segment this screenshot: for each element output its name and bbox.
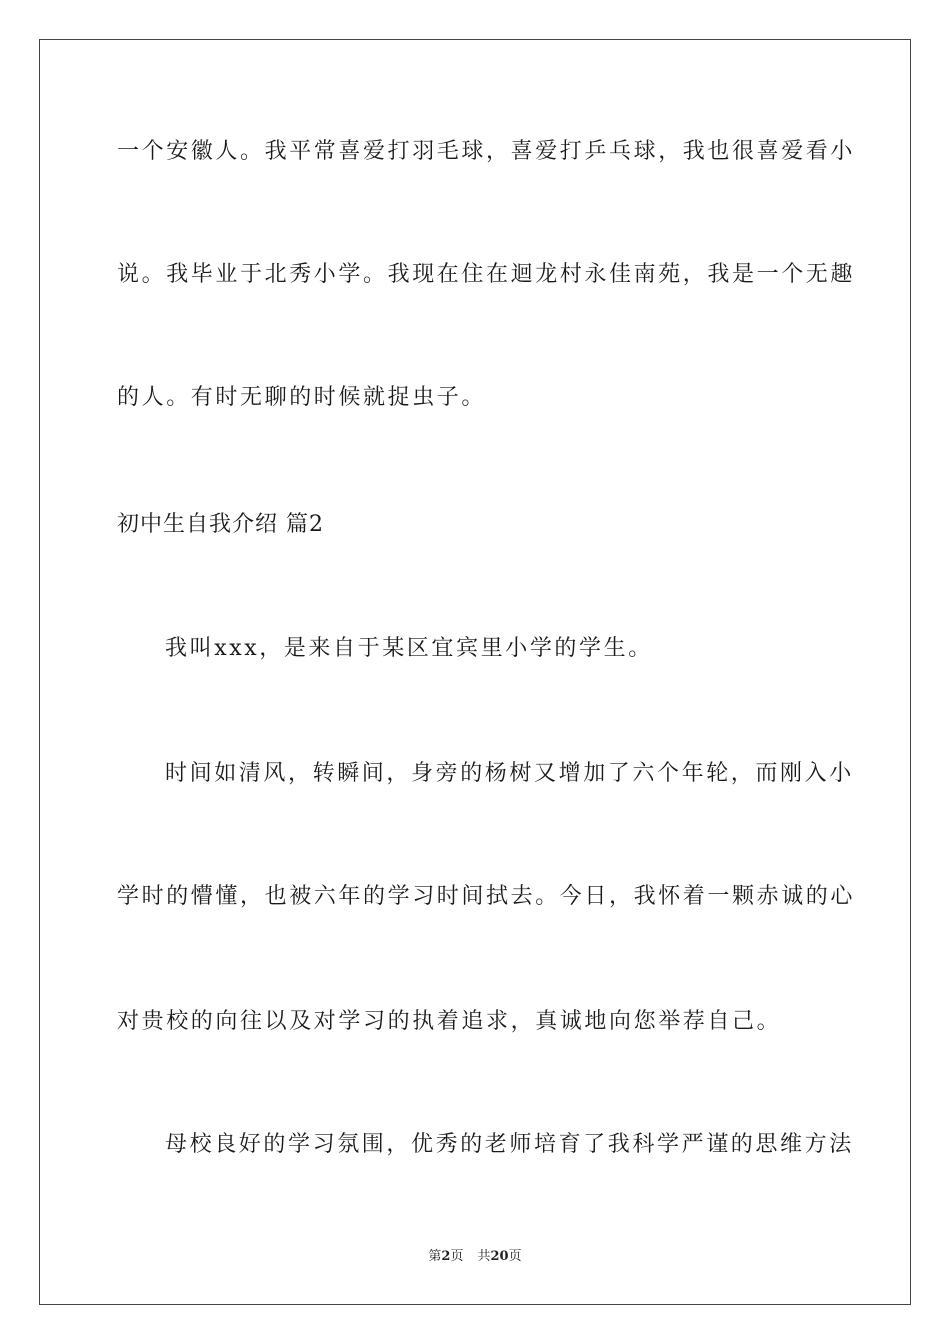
section-heading: 初中生自我介绍 篇2 (117, 512, 324, 537)
body-text-line: 一个安徽人。我平常喜爱打羽毛球，喜爱打乒乓球，我也很喜爱看小 (117, 139, 856, 164)
page-prefix: 第 (428, 1249, 442, 1264)
page-suffix: 页 (450, 1249, 464, 1264)
paragraph-line: 我叫xxx，是来自于某区宜宾里小学的学生。 (165, 636, 653, 661)
paragraph-line: 时间如清风，转瞬间，身旁的杨树又增加了六个年轮，而刚入小 (165, 761, 854, 786)
total-suffix: 页 (508, 1249, 522, 1264)
total-pages: 20 (490, 1249, 509, 1264)
page-number: 2 (441, 1249, 451, 1264)
page-border (39, 39, 911, 1305)
total-prefix: 共 (477, 1249, 491, 1264)
paragraph-line: 学时的懵懂，也被六年的学习时间拭去。今日，我怀着一颗赤诚的心 (117, 884, 856, 909)
paragraph-line: 对贵校的向往以及对学习的执着追求，真诚地向您举荐自己。 (117, 1009, 782, 1034)
body-text-line: 说。我毕业于北秀小学。我现在住在迴龙村永佳南苑，我是一个无趣 (117, 262, 856, 287)
paragraph-line: 母校良好的学习氛围，优秀的老师培育了我科学严谨的思维方法 (165, 1132, 854, 1157)
body-text-line: 的人。有时无聊的时候就捉虫子。 (117, 385, 487, 410)
page-footer (0, 1248, 950, 1266)
